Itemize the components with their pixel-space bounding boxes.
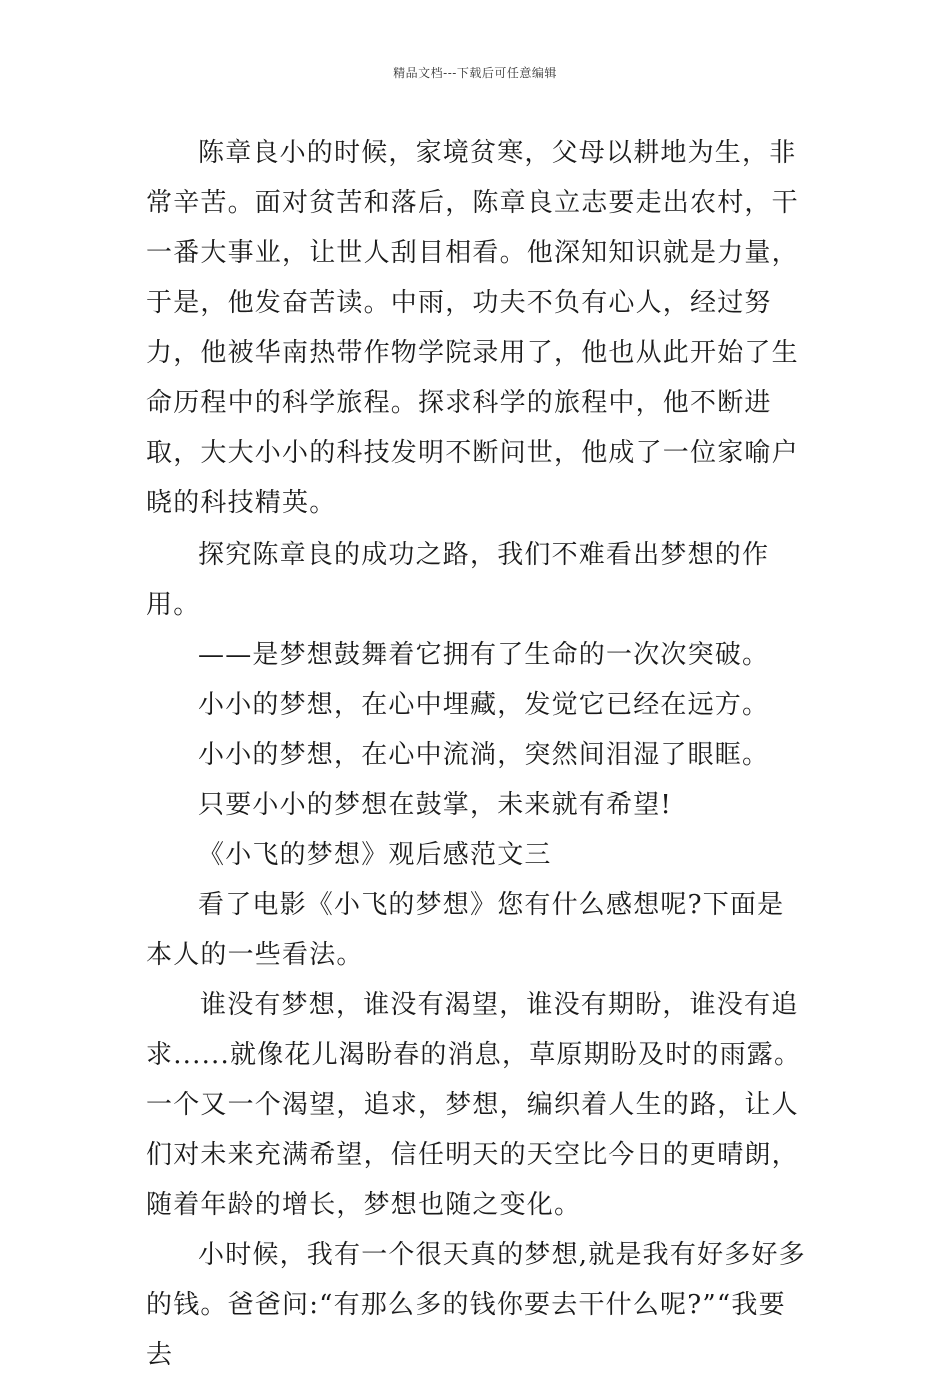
paragraph-8: 谁没有梦想，谁没有渴望，谁没有期盼，谁没有追求......就像花儿渴盼春的消息，草原期盼及时的雨露。一个又一个渴望，追求，梦想，编织着人生的路，让人们对未来充满希望，信任明天的天空比今日的更晴朗，随着年龄的增长，梦想也随之变化。 <box>146 990 802 1220</box>
section-title: 《小飞的梦想》观后感范文三 <box>198 840 552 870</box>
paragraph-7: 看了电影《小飞的梦想》您有什么感想呢?下面是本人的一些看法。 <box>146 890 785 970</box>
page-header: 精品文档---下载后可任意编辑 <box>393 66 557 80</box>
paragraph-3: ——是梦想鼓舞着它拥有了生命的一次次突破。 <box>198 640 770 670</box>
paragraph-9: 小时候，我有一个很天真的梦想,就是我有好多好多的钱。爸爸问:“有那么多的钱你要去干什么呢?”“我要去 <box>146 1240 806 1370</box>
paragraph-5: 小小的梦想，在心中流淌，突然间泪湿了眼眶。 <box>198 740 770 770</box>
paragraph-6: 只要小小的梦想在鼓掌，未来就有希望! <box>198 790 673 820</box>
paragraph-4: 小小的梦想，在心中埋藏，发觉它已经在远方。 <box>198 690 770 720</box>
paragraph-2: 探究陈章良的成功之路，我们不难看出梦想的作用。 <box>146 540 770 620</box>
document-body <box>146 128 806 1380</box>
paragraph-1: 陈章良小的时候，家境贫寒，父母以耕地为生，非常辛苦。面对贫苦和落后，陈章良立志要走出农村，干一番大事业，让世人刮目相看。他深知知识就是力量，于是，他发奋苦读。中雨，功夫不负有心人，经过努力，他被华南热带作物学院录用了，他也从此开始了生命历程中的科学旅程。探求科学的旅程中，他不断进取，大大小小的科技发明不断问世，他成了一位家喻户晓的科技精英。 <box>146 138 799 518</box>
